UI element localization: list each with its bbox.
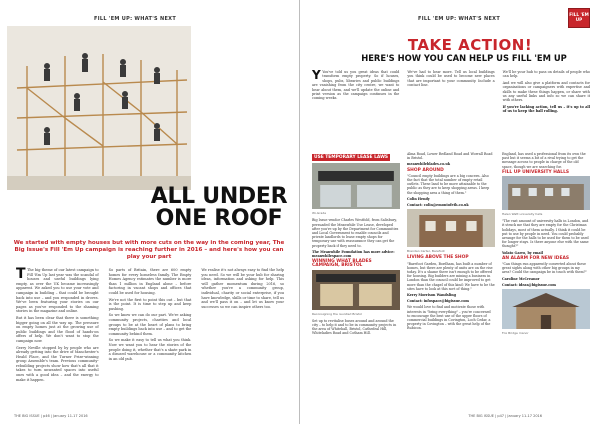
- paragraph: So parts of Britain, there are 600 empty homes for every homeless family. The Empty Homes Agency estimates the number is more than 1 million in England alone – before factoring in vacant shops and offices that could be used for housing.: [108, 268, 192, 295]
- intro-column-3: [503, 70, 590, 116]
- right-page: [300, 0, 600, 424]
- quote-author: Yolato Garro, by email: [502, 250, 544, 255]
- standfirst: We started with empty houses but with more cuts on the way in the coming year, The Big Issue's Fill 'Em Up campaign is reaching further in 2016 – and here's how you can play your part: [13, 240, 285, 261]
- paragraph: So we make it easy to tell us what you think. Now we want you to hear the stories of the people doing it, whether that's a skate park in a disused warehouse or a community kitchen in an old pub.: [108, 338, 192, 361]
- intro-column-1: [312, 70, 399, 116]
- section-heading: USE TEMPORARY LEASE LAWS: [314, 154, 389, 160]
- paragraph: We've had to hear more. Tell us local buildings you think could be used to become new places that are important to your community. Include a contact line.: [407, 70, 495, 88]
- page-folio: THE BIG ISSUE | p47 | January 11-17 2016: [468, 414, 542, 418]
- quote: "Can things run apparently converted about these great sights along with other big groups in my area? Could the campaign be in touch with them?": [502, 262, 587, 275]
- section-heading: AN ALARM FOR NEW IDEAS: [502, 255, 569, 261]
- paragraph: You've told us you great ideas that could transform empty property. So if houses, shops, pubs, libraries and public buildings are vanishing from the city centre, we want to hear about them, and we'll update the online and print version as the campaign continues in the coming weeks.: [312, 70, 400, 101]
- body-column-1: [16, 268, 99, 408]
- drop-cap: T: [16, 266, 26, 282]
- contact-line: The Meanwhile Foundation has more advice: meanwhilespace.com: [312, 249, 395, 259]
- take-action-subhead: HERE'S HOW YOU CAN HELP US FILL 'EM UP: [361, 53, 567, 63]
- section-heading: WINNING WHAT BLADES CAMPAIGN, BRISTOL: [312, 259, 372, 269]
- section-heading: SHOP AROUND: [407, 167, 444, 173]
- take-action-title: TAKE ACTION!: [407, 36, 533, 54]
- photo-caption: Reconsigning the reunited Bristol: [312, 311, 362, 316]
- quote-author: Kerry Morrison Wandsling: [407, 293, 456, 298]
- quote: "The vast amount of university halls in London, and it struck me that they are empty for the Christmas holidays, most of them actually. I think it could be put to use by people in need. You could probably arrange for the halls to be used for them to be used for longer stays. Is there anyone else with the same thought?": [502, 219, 589, 249]
- paragraph: And we will also give a platform and contacts for organisations or campaigners with expertise and skills to make these things happen, or share with us any useful links and info so we can share it with others.: [502, 80, 590, 103]
- photo-caption: Helen Watt university halls: [502, 212, 543, 217]
- intro-columns: [312, 70, 590, 116]
- body-column-3: [201, 268, 284, 408]
- intro-column-2: [407, 70, 494, 116]
- call-to-action: If you're lacking action, tell us – it's up to all of us to keep the ball rolling.: [502, 104, 590, 114]
- quote: "Barefoot Garden, Bordham, has built a number of homes, but there are plenty of units are on the rise today. It's a shame there isn't enough to be offered for housing. Big builders are mining a business in London than the council could be improved to get more than the chapel of this kind: We have to be the sites have to look at this sort of thing.": [407, 261, 495, 291]
- page-headline: [150, 186, 288, 230]
- section-heading: FILL UP UNIVERSITY HALLS: [502, 169, 570, 175]
- paragraph: But it has been clear that there is something bigger going on all the way up. The pressure on empty homes just at the growing use of public buildings and the flood of hands-on offers of help. We don't want to stop the campaign now.: [16, 315, 99, 343]
- cafe-photo: [312, 270, 400, 310]
- quote: "Council empty buildings are a big concern. Also the fact that the total number of empty retail outlets. These land to be more attainable to the public as they are to keep shopping areas. I keep the shopping area a thing of them.": [407, 173, 490, 195]
- quote-author: Caroline McCreanor: [502, 276, 540, 281]
- paragraph: Gerry Neville stopped by by people who are already getting into the drive of Manchester's Heald Place, and the Turner Prize-winning group Assemble's team. Previous community-rebuilding projects show how that's all that it takes to turn unwanted spaces into useful ones with a good idea – and the energy to make it happen.: [16, 345, 99, 382]
- contact-line: Contact: ideas@bigissue.com: [502, 282, 556, 287]
- campaign-logo: FILL 'EM UP: [568, 8, 590, 28]
- paragraph: Alma Road, Lower Redland Road and Worrall Road in Bristol.: [407, 152, 493, 161]
- body-columns: [16, 268, 284, 408]
- photo-caption: Brendan Carter, Barefoot: [407, 249, 445, 254]
- shopfront-photo: [312, 163, 400, 209]
- paragraph: So we know we can do our part. We're asking community projects, charities and local groups to be at the heart of plans to bring empty buildings back into use – and to get the community behind them.: [108, 313, 192, 336]
- quote-author: Colin Hendy: [407, 196, 430, 201]
- photo-caption: Fox Bridge manor: [502, 331, 529, 336]
- paragraph: England, has used a professional from its own the past but it seems a bit of a rival trying to get the message across to people in charge of the old space, though we are searching for.: [502, 152, 586, 169]
- headline-line-2: ONE ROOF: [155, 206, 283, 231]
- page-folio: THE BIG ISSUE | p46 | January 11-17 2016: [14, 414, 88, 418]
- paragraph: Big Issue vendor Charles Westfold, from Salisbury, persuaded the Meanwhile Use Lease, developed after you're up by the Department for Communities and Local Government to enable councils and private landlords to lease empty shops for temporary use with reassurance they can get the property back if they need to.: [312, 218, 399, 248]
- section-heading: LIVING ABOVE THE SHOP: [407, 255, 469, 261]
- ideas-column-2: [407, 152, 495, 410]
- paragraph: The big theme of our latest campaign to Fill 'Em Up last year was the scandal of houses and useful buildings lying empty, as over the UK became increasingly apparent. We asked you to use your vote and campaign in building – that could be brought back into use – and you responded in droves. We've been featuring your stories on our pages as you've responded to the shaming stories in the magazine and online.: [16, 268, 99, 314]
- paragraph: Set up to revitalise buses around and around the city – to help it and to be in community projects in the area of Whitehall, Bristol, Cathedral Hill, Whiteladies Road and Cotham Hill.: [312, 318, 397, 336]
- paragraph: We'll be your hub to pass on details of people who can help.: [502, 70, 590, 79]
- section-tag: FILL 'EM UP: WHAT'S NEXT: [418, 16, 501, 22]
- ideas-grid: [312, 152, 590, 410]
- building-photo: [407, 209, 495, 247]
- paragraph: We're not the first to point this out – but that is the point. It is time to step up and keep pushing.: [108, 297, 192, 311]
- photo-caption: Wi-Grade: [312, 211, 327, 216]
- drop-cap: Y: [312, 68, 321, 82]
- contact-line: meanwhileblades.co.uk: [407, 162, 451, 167]
- manor-photo: [502, 289, 590, 329]
- halls-photo: [502, 176, 590, 210]
- ideas-column-3: [502, 152, 590, 410]
- headline-line-1: ALL UNDER: [150, 184, 288, 209]
- section-tag: FILL 'EM UP: WHAT'S NEXT: [94, 16, 177, 22]
- ideas-column-1: [312, 152, 400, 410]
- paragraph: We would love to find and motivate those with interests in "bring everything" – you're concerned to encourage the best use of the upper floors of commercial buildings in Covington, Loch Cedar, a property in Covington – with the great help of the Rubicon.: [407, 305, 491, 331]
- contact-line: Contact: colin@emontofeth.co.uk: [407, 203, 469, 208]
- contact-line: Contact: infospace@bigissue.com: [407, 299, 469, 304]
- body-column-2: [109, 268, 192, 408]
- paragraph: We realise it's not always easy to find the help you need. So we will be your hub for sharing ideas, information and asking for help. This will gather momentum during 2016, so whether you're a community group, individual, charity or social enterprise, if you have knowledge, skills or time to share, tell us and we'll pass it on – and let us know your successes so we can inspire others too.: [201, 268, 285, 309]
- hero-photo: [7, 26, 191, 190]
